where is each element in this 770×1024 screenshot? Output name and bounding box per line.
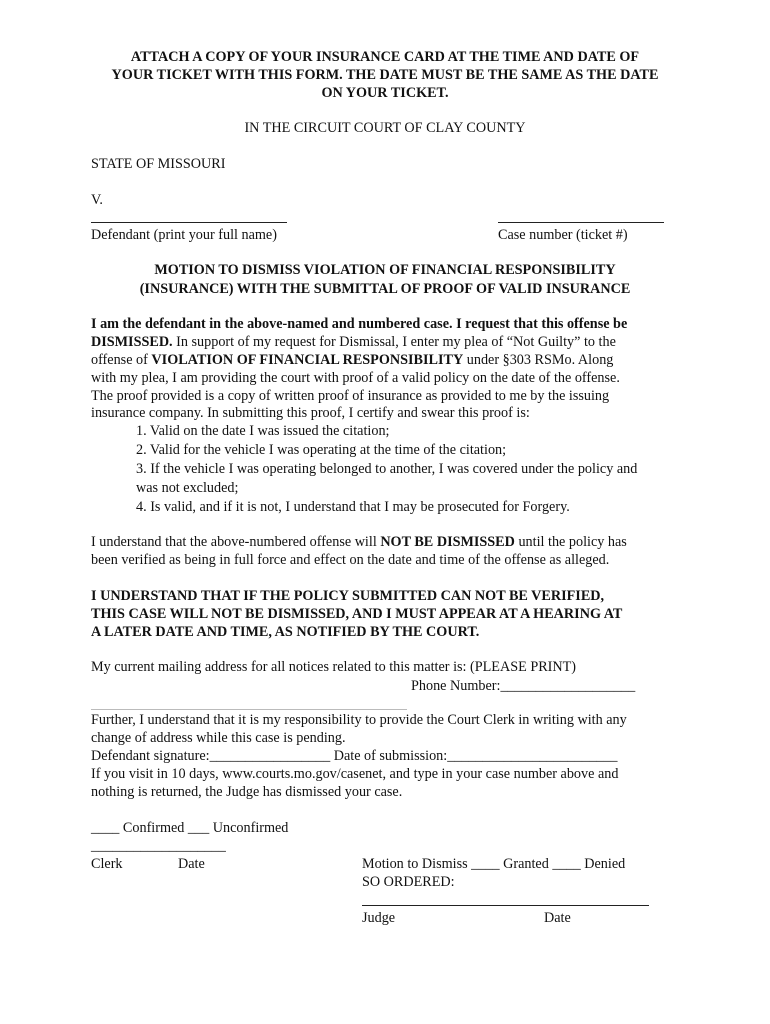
list-item: 1. Valid on the date I was issued the citation; [136,423,390,439]
list-item: 4. Is valid, and if it is not, I understand that I may be prosecuted for Forgery. [136,499,570,515]
body-text: offense of [91,352,152,368]
motion-ruling-field[interactable]: Motion to Dismiss ____ Granted ____ Denied [362,856,626,872]
instruction-line-3: ON YOUR TICKET. [321,85,449,101]
phone-number-field[interactable]: Phone Number:___________________ [411,678,636,694]
judge-signature-line[interactable] [362,905,649,906]
defendant-label: Defendant (print your full name) [91,227,277,243]
list-item: 2. Valid for the vehicle I was operating at the time of the citation; [136,442,507,458]
body-text: I understand that the above-numbered offense will [91,534,381,550]
instruction-line-2: YOUR TICKET WITH THIS FORM. THE DATE MUST BE THE SAME AS THE DATE [111,67,659,83]
warning-text: A LATER DATE AND TIME, AS NOTIFIED BY THE COURT. [91,624,480,640]
list-item: 3. If the vehicle I was operating belonged to another, I was covered under the policy and [136,461,638,477]
warning-text: THIS CASE WILL NOT BE DISMISSED, AND I MUST APPEAR AT A HEARING AT [91,606,623,622]
versus-label: V. [91,192,103,208]
motion-title-line-1: MOTION TO DISMISS VIOLATION OF FINANCIAL RESPONSIBILITY [154,262,616,278]
body-text-line [91,351,613,369]
body-text: insurance company. In submitting this proof, I certify and swear this proof is: [91,405,530,421]
mailing-address-label: My current mailing address for all notices related to this matter is: (PLEASE PRINT) [91,659,577,675]
body-bold-text: NOT BE DISMISSED [380,534,515,550]
body-text: until the policy has [514,534,627,550]
body-text: In support of my request for Dismissal, I enter my plea of “Not Guilty” to the [172,334,616,350]
address-line[interactable] [91,709,407,710]
body-text: been verified as being in full force and effect on the date and time of the offense as alleged. [91,552,610,568]
body-text: with my plea, I am providing the court with proof of a valid policy on the date of the offense. [91,370,620,386]
body-text-line [91,533,627,551]
state-label: STATE OF MISSOURI [91,156,226,172]
instruction-line-1: ATTACH A COPY OF YOUR INSURANCE CARD AT THE TIME AND DATE OF [130,49,640,65]
list-item: was not excluded; [136,480,239,496]
motion-title-line-2: (INSURANCE) WITH THE SUBMITTAL OF PROOF OF VALID INSURANCE [139,281,631,297]
case-number-label: Case number (ticket #) [498,227,628,243]
body-bold-text: VIOLATION OF FINANCIAL RESPONSIBILITY [151,352,464,368]
body-text: under §303 RSMo. Along [463,352,614,368]
body-text-line [91,333,616,351]
so-ordered-label: SO ORDERED: [362,874,455,890]
clerk-date-label: Date [178,856,205,872]
defendant-name-line[interactable] [91,222,287,223]
body-text: I am the defendant in the above-named and numbered case. I request that this offense be [91,316,628,332]
clerk-signature-line[interactable]: ___________________ [91,838,226,854]
body-text: Further, I understand that it is my responsibility to provide the Court Clerk in writing with any [91,712,627,728]
body-text: nothing is returned, the Judge has dismissed your case. [91,784,403,800]
case-number-line[interactable] [498,222,664,223]
judge-date-label: Date [544,910,571,926]
body-bold-text: DISMISSED. [91,334,173,350]
body-text: change of address while this case is pending. [91,730,346,746]
court-name: IN THE CIRCUIT COURT OF CLAY COUNTY [244,120,526,136]
judge-label: Judge [362,910,396,926]
clerk-label: Clerk [91,856,123,872]
warning-text: I UNDERSTAND THAT IF THE POLICY SUBMITTED CAN NOT BE VERIFIED, [91,588,605,604]
confirmation-field[interactable]: ____ Confirmed ___ Unconfirmed [91,820,289,836]
body-text: If you visit in 10 days, www.courts.mo.gov/casenet, and type in your case number above and [91,766,619,782]
signature-date-fields[interactable]: Defendant signature:_________________ Date of submission:________________________ [91,748,618,764]
body-text: The proof provided is a copy of written proof of insurance as provided to me by the issuing [91,388,610,404]
